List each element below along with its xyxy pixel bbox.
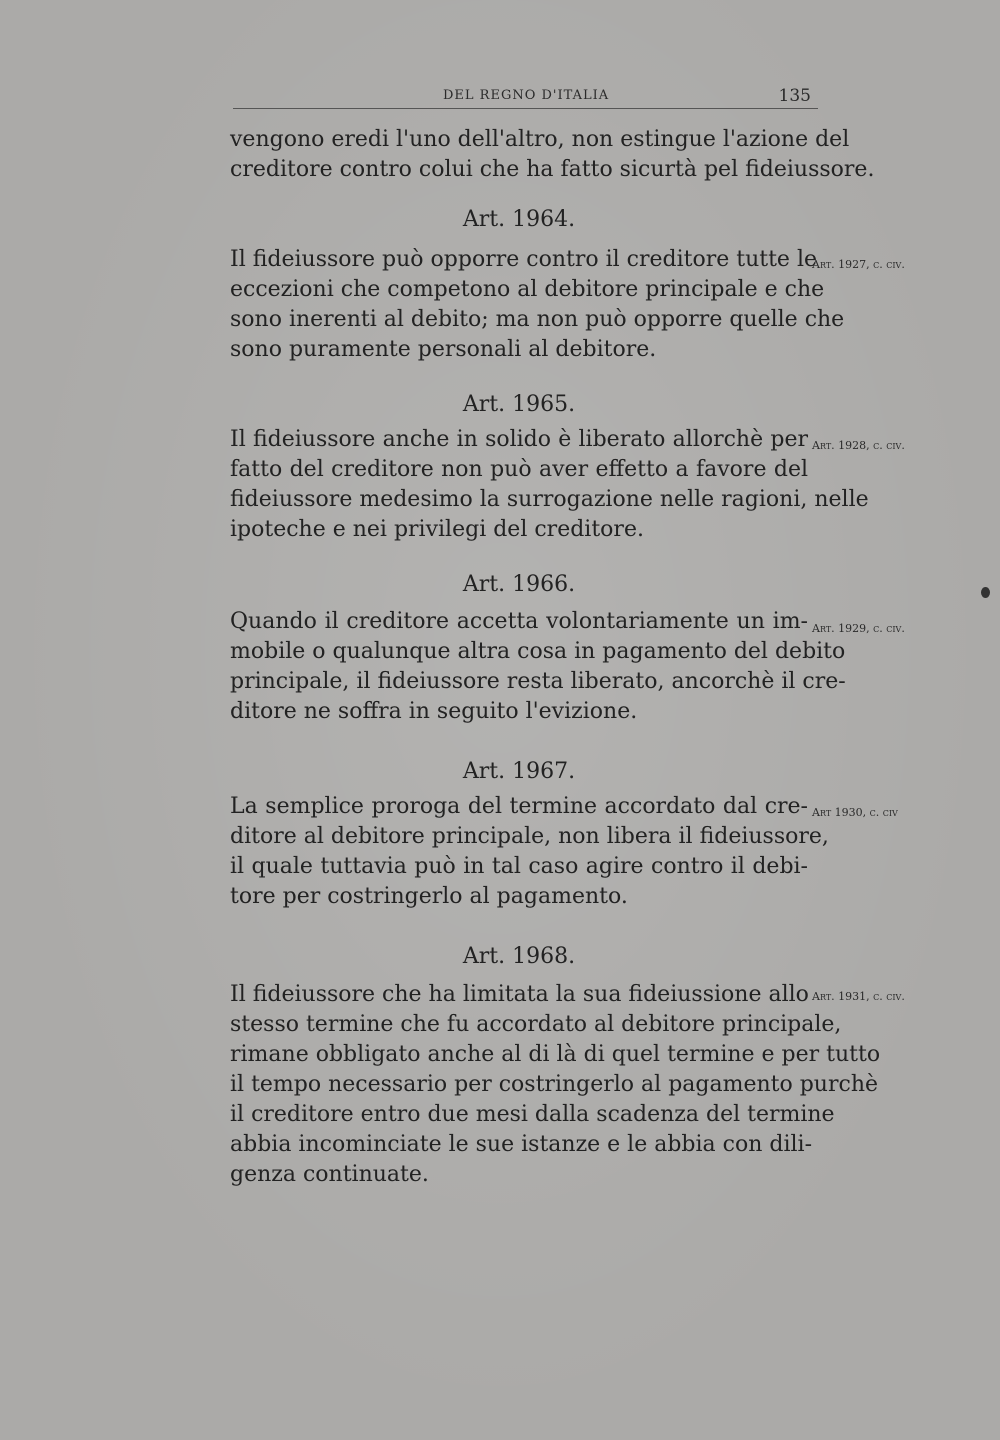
marginal-reference: Art. 1927, c. civ. [812, 258, 905, 271]
article-heading: Art. 1966. [462, 572, 576, 597]
marginal-reference: Art. 1928, c. civ. [812, 439, 905, 452]
text-line: rimane obbligato anche al di là di quel termine e per tutto [230, 1042, 881, 1067]
text-line: eccezioni che competono al debitore principale e che [230, 277, 825, 302]
page-number: 135 [778, 86, 811, 106]
text-line: creditore contro colui che ha fatto sicurtà pel fideiussore. [230, 157, 875, 182]
text-line: La semplice proroga del termine accordato dal cre- [230, 794, 808, 819]
text-line: fideiussore medesimo la surrogazione nelle ragioni, nelle [230, 487, 869, 512]
text-line: principale, il fideiussore resta liberato, ancorchè il cre- [230, 669, 846, 694]
text-line: genza continuate. [230, 1162, 429, 1187]
text-line: sono puramente personali al debitore. [230, 337, 657, 362]
article-heading: Art. 1965. [462, 392, 576, 417]
text-line: abbia incominciate le sue istanze e le abbia con dili- [230, 1132, 813, 1157]
running-title: DEL REGNO D'ITALIA [443, 88, 610, 103]
marginal-reference: Art 1930, c. civ [812, 806, 898, 819]
text-line: ditore ne soffra in seguito l'evizione. [230, 699, 638, 724]
text-line: mobile o qualunque altra cosa in pagamento del debito [230, 639, 846, 664]
text-line: il quale tuttavia può in tal caso agire contro il debi- [230, 854, 808, 879]
running-head [233, 84, 823, 114]
header-rule [233, 108, 818, 109]
article-heading: Art. 1968. [462, 944, 576, 969]
marginal-reference: Art. 1929, c. civ. [812, 622, 905, 635]
text-line: Il fideiussore può opporre contro il creditore tutte le [230, 247, 817, 272]
text-line: Il fideiussore anche in solido è liberato allorchè per [230, 427, 808, 452]
marginal-reference: Art. 1931, c. civ. [812, 990, 905, 1003]
text-line: sono inerenti al debito; ma non può opporre quelle che [230, 307, 845, 332]
article-heading: Art. 1967. [462, 759, 576, 784]
text-line: ditore al debitore principale, non libera il fideiussore, [230, 824, 829, 849]
text-line: Quando il creditore accetta volontariamente un im- [230, 609, 808, 634]
text-line: ipoteche e nei privilegi del creditore. [230, 517, 644, 542]
text-line: il creditore entro due mesi dalla scadenza del termine [230, 1102, 835, 1127]
text-line: il tempo necessario per costringerlo al pagamento purchè [230, 1072, 879, 1097]
text-line: fatto del creditore non può aver effetto a favore del [230, 457, 808, 482]
article-heading: Art. 1964. [462, 207, 576, 232]
text-line: vengono eredi l'uno dell'altro, non estingue l'azione del [230, 127, 850, 152]
text-line: Il fideiussore che ha limitata la sua fideiussione allo [230, 982, 809, 1007]
text-line: stesso termine che fu accordato al debitore principale, [230, 1012, 842, 1037]
ink-spot [981, 587, 990, 598]
text-line: tore per costringerlo al pagamento. [230, 884, 628, 909]
